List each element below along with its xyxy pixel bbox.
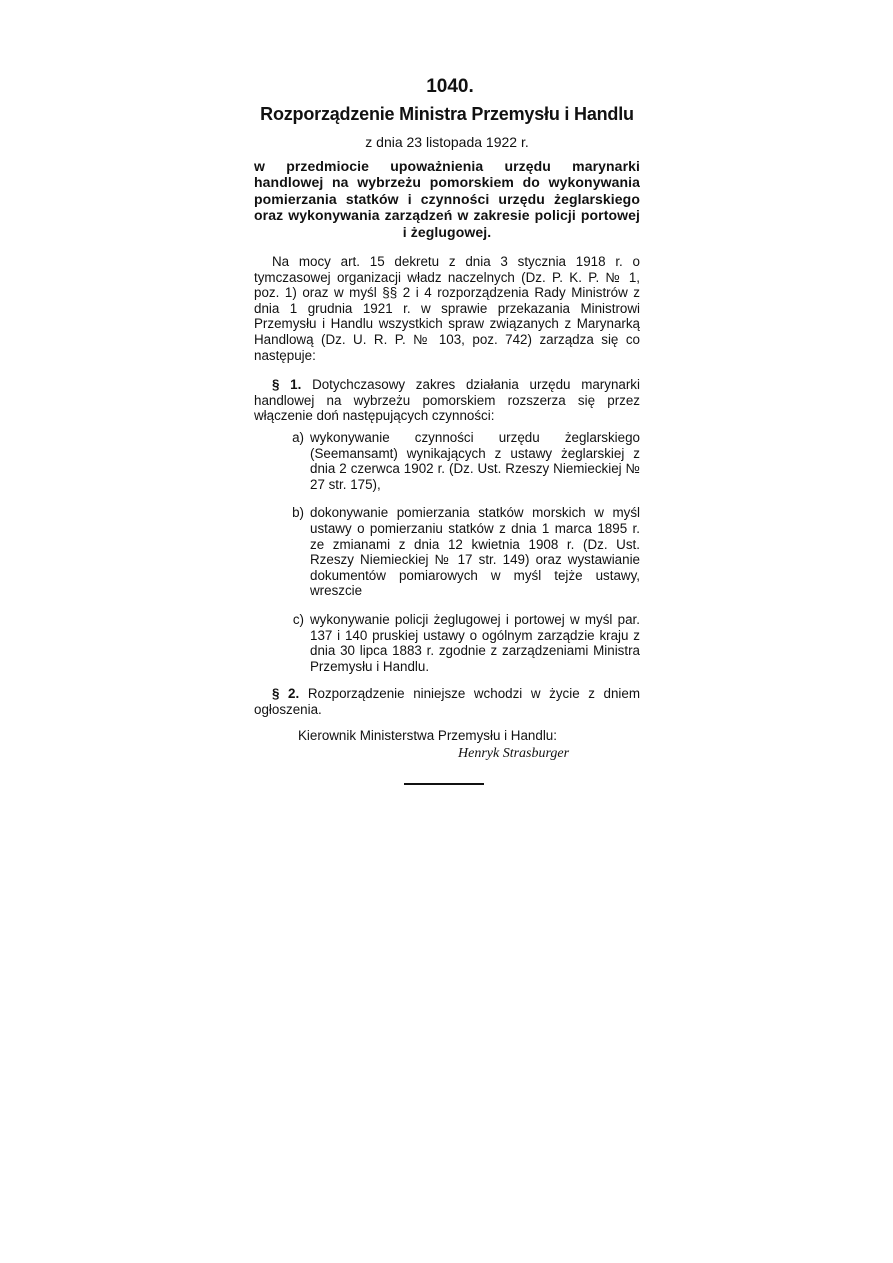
- document-column: [254, 74, 640, 785]
- list-item-text: dokonywanie pomierzania statków morskich w myśl ustawy o pomierzaniu statków z dnia 1 marca 1895 r. ze zmianami z dnia 12 kwietnia 1908 r. (Dz. Ust. Rzeszy Niemieckiej № 17 str. 149) oraz wystawianie dokumentów pomiarowych w myśl tejże ustawy, wreszcie: [310, 505, 640, 599]
- list-item-c: [254, 612, 640, 674]
- section-1-text: Dotychczasowy zakres działania urzędu marynarki handlowej na wybrzeżu pomorskiem rozszerza się przez włączenie doń następujących czynności:: [254, 377, 640, 424]
- section-2-text: Rozporządzenie niniejsze wchodzi w życie z dniem ogłoszenia.: [254, 686, 640, 717]
- document-date: z dnia 23 listopada 1922 r.: [365, 134, 529, 150]
- section-1-label: § 1.: [272, 377, 302, 393]
- section-1-paragraph: [254, 377, 640, 424]
- preamble-paragraph: Na mocy art. 15 dekretu z dnia 3 stycznia 1918 r. o tymczasowej organizacji władz naczelnych (Dz. P. K. P. № 1, poz. 1) oraz w myśl §§ 2 i 4 rozporządzenia Rady Ministrów z dnia 1 grudnia 1921 r. w sprawie przekazania Ministrowi Przemysłu i Handlu wszystkich spraw związanych z Marynarką Handlową (Dz. U. R. P. № 103, poz. 742) zarządza się co następuje:: [254, 254, 640, 363]
- closing-divider: [404, 783, 484, 785]
- signature-name: Henryk Strasburger: [458, 746, 570, 762]
- list-item-text: wykonywanie czynności urzędu żeglarskiego (Seemansamt) wynikających z ustawy żeglarskiej z dnia 2 czerwca 1902 r. (Dz. Ust. Rzeszy Niemieckiej № 27 str. 175),: [310, 429, 640, 492]
- section-1-list: [254, 430, 640, 674]
- list-item-letter: a): [292, 429, 304, 445]
- section-2-paragraph: [254, 686, 640, 717]
- list-item-letter: b): [292, 505, 304, 521]
- document-subject: w przedmiocie upoważnienia urzędu marynarki handlowej na wybrzeżu pomorskiem do wykonywania pomierzania statków i czynności urzędu żeglarskiego oraz wykonywania zarządzeń w zakresie policji portowej i żeglugowej.: [254, 158, 640, 240]
- list-item-letter: c): [292, 611, 304, 627]
- list-item-a: [254, 430, 640, 492]
- list-item-b: [254, 505, 640, 599]
- signature-role: Kierownik Ministerstwa Przemysłu i Handlu:: [298, 728, 557, 744]
- section-2-label: § 2.: [272, 686, 300, 702]
- document-number: 1040.: [426, 76, 474, 97]
- document-title: Rozporządzenie Ministra Przemysłu i Handlu: [260, 104, 634, 124]
- list-item-text: wykonywanie policji żeglugowej i portowej w myśl par. 137 i 140 pruskiej ustawy o ogólnym zarządzie kraju z dnia 30 lipca 1883 r. zgodnie z zarządzeniami Ministra Przemysłu i Handlu.: [310, 611, 640, 674]
